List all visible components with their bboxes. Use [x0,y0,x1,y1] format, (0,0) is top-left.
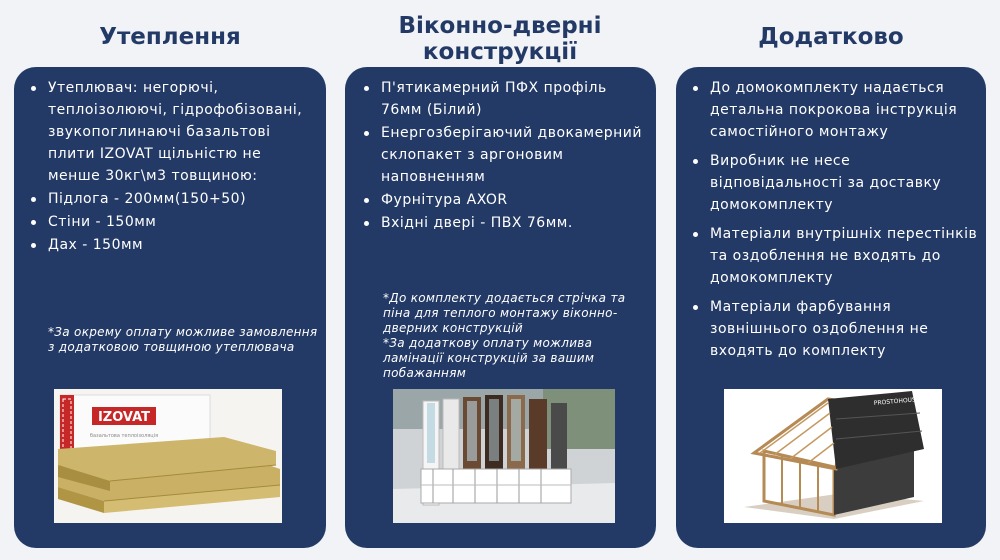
house-brand-text: PROSTOHOUSE [873,396,920,407]
title-additional [676,24,986,50]
list-item: Вхідні двері - ПВХ 76мм. [361,212,646,234]
list-item: Стіни - 150мм [28,211,313,233]
bullet-list [28,77,313,257]
list-item: Фурнітура AXOR [361,189,646,211]
list-item: Матеріали фарбування зовнішнього оздоблення не входять до комплекту [690,296,980,362]
list-item: До домокомплекту надається детальна покрокова інструкція самостійного монтажу [690,77,980,143]
title-line: Додатково [758,24,904,50]
izovat-brand-text: IZOVAT [97,410,151,425]
list-item: Виробник не несе відповідальності за доставку домокомплекту [690,150,980,216]
card-insulation [14,67,326,548]
card-windows-doors [345,67,656,548]
title-line: Віконно-дверні [398,13,602,39]
list-item: Підлога - 200мм(150+50) [28,188,313,210]
title-windows-doors [345,13,655,65]
list-item: Утеплювач: негорючі, теплоізолюючі, гідрофобізовані, звукопоглинаючі базальтові плити IZOVAT щільністю не менше 30кг\м3 товщиною: [28,77,313,187]
title-insulation [40,24,300,50]
footnote [48,325,318,355]
list-item: Дах - 150мм [28,234,313,256]
list-item: П'ятикамерний ПФХ профіль 76мм (Білий) [361,77,646,121]
title-line: конструкції [422,39,578,65]
bullet-list [361,77,646,235]
pvc-profiles-image [393,389,615,523]
title-line: Утеплення [99,24,241,50]
izovat-caption-text: базальтова теплоізоляція [89,433,159,439]
card-additional [676,67,986,548]
list-item: Матеріали внутрішніх перестінків та оздоблення не входять до домокомплекту [690,223,980,289]
footnote [383,291,645,381]
izovat-insulation-image [54,389,282,523]
footnote-line: *До комплекту додається стрічка та піна для теплого монтажу віконно-дверних конструкцій [383,291,626,335]
footnote-line: *За окрему оплату можливе замовлення з додатковою товщиною утеплювача [48,325,318,354]
footnote-line: *За додаткову оплату можлива ламінації конструкцій за вашим побажанням [383,336,595,380]
bullet-list [690,77,980,363]
list-item: Енергозберігаючий двокамерний склопакет з аргоновим наповненням [361,122,646,188]
house-frame-image [724,389,942,523]
